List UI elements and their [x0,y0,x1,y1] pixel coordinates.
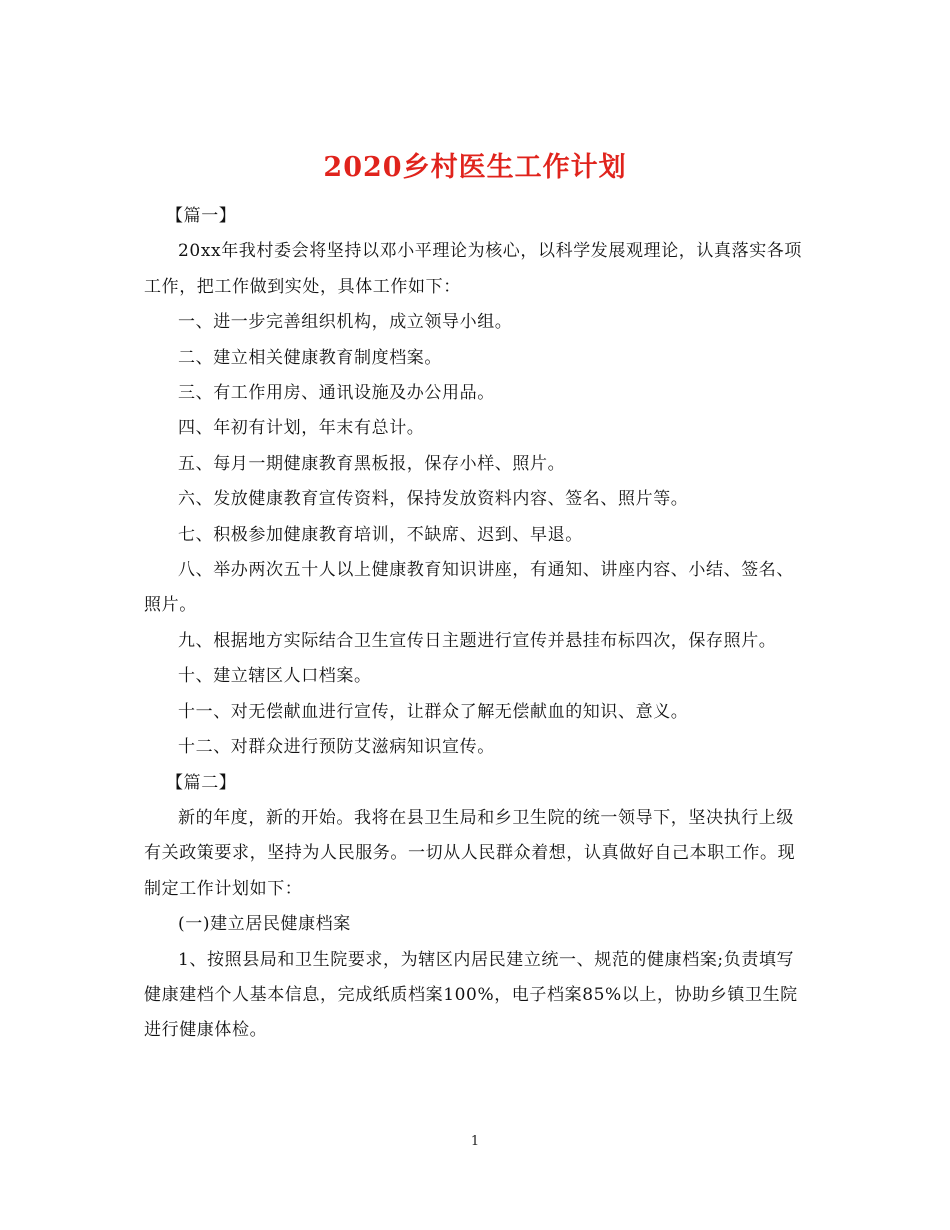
document-body [144,199,806,1049]
list-item: 一、进一步完善组织机构，成立领导小组。 [178,312,513,333]
list-item: 十、建立辖区人口档案。 [178,666,372,687]
page-number: 1 [470,1134,480,1149]
section-heading-1: 【篇一】 [166,206,237,226]
paragraph: 1、按照县局和卫生院要求，为辖区内居民建立统一、规范的健康档案;负责填写健康建档个人基本信息，完成纸质档案100%，电子档案85%以上，协助乡镇卫生院进行健康体检。 [144,949,798,1041]
section-heading-2: 【篇二】 [166,772,237,793]
list-item: 六、发放健康教育宣传资料，保持发放资料内容、签名、照片等。 [178,489,689,510]
list-item: 十一、对无偿献血进行宣传，让群众了解无偿献血的知识、意义。 [178,701,689,722]
list-item: 七、积极参加健康教育培训，不缺席、迟到、早退。 [178,524,583,545]
list-item: 五、每月一期健康教育黑板报，保存小样、照片。 [178,453,566,474]
paragraph: 20xx年我村委会将坚持以邓小平理论为核心，以科学发展观理论，认真落实各项工作，把工作做到实处，具体工作如下： [144,241,803,297]
list-item: 十二、对群众进行预防艾滋病知识宣传。 [178,737,495,758]
list-item: 四、年初有计划，年末有总计。 [178,418,425,439]
list-item: 九、根据地方实际结合卫生宣传日主题进行宣传并悬挂布标四次，保存照片。 [178,630,777,651]
list-item: 三、有工作用房、通讯设施及办公用品。 [178,383,495,404]
subsection-heading: (一)建立居民健康档案 [178,914,351,935]
list-item: 八、举办两次五十人以上健康教育知识讲座，有通知、讲座内容、小结、签名、照片。 [144,560,794,616]
list-item: 二、建立相关健康教育制度档案。 [178,347,442,368]
document-title: 2020乡村医生工作计划 [323,152,627,184]
paragraph: 新的年度，新的开始。我将在县卫生局和乡卫生院的统一领导下，坚决执行上级有关政策要求，坚持为人民服务。一切从人民群众着想，认真做好自己本职工作。现制定工作计划如下： [144,807,796,899]
